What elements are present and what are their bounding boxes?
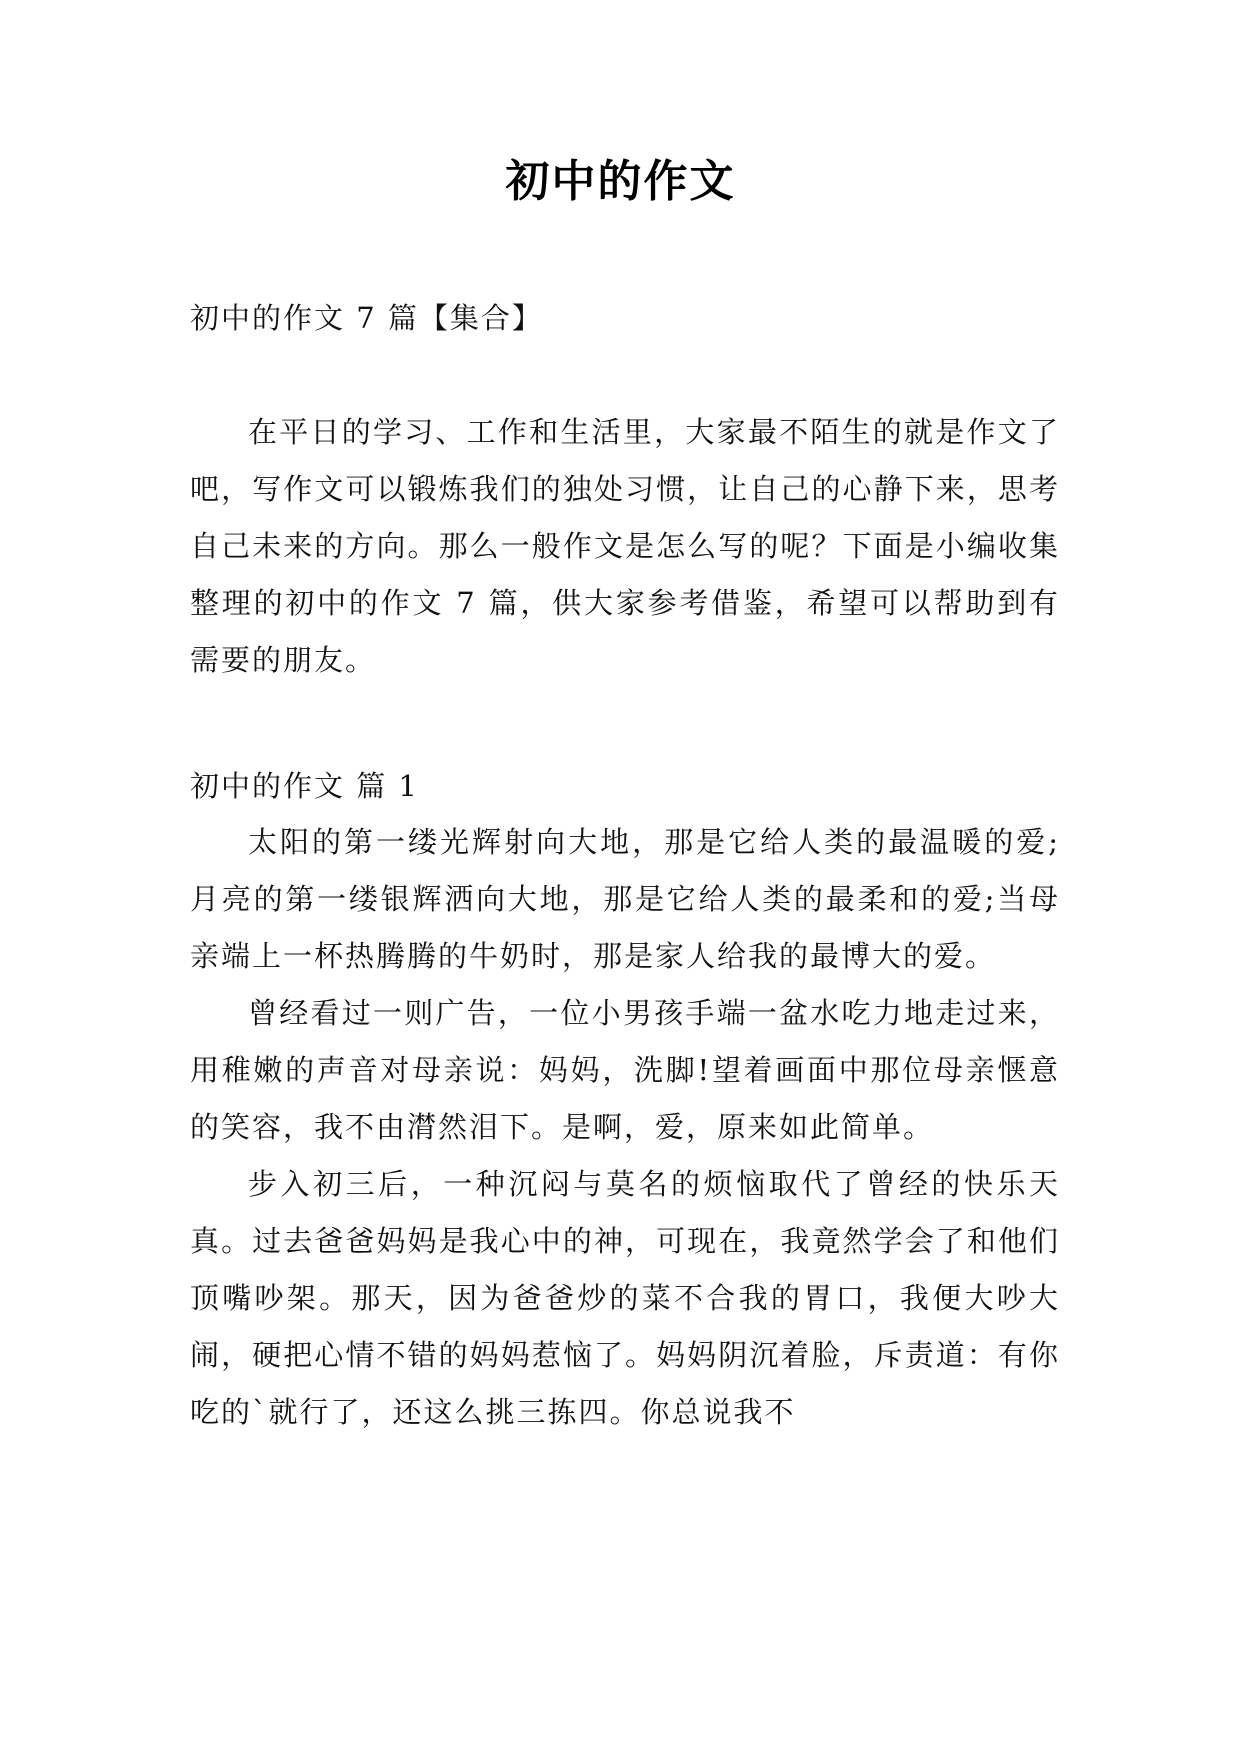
document-title: 初中的作文 bbox=[505, 156, 736, 207]
essay-paragraph-2: 曾经看过一则广告，一位小男孩手端一盆水吃力地走过来，用稚嫩的声音对母亲说：妈妈，洗脚!望着画面中那位母亲惬意的笑容，我不由潸然泪下。是啊，爱，原来如此简单。 bbox=[190, 996, 1060, 1144]
document-subtitle bbox=[190, 290, 1060, 347]
section-heading bbox=[190, 758, 1060, 815]
essay-paragraph-3: 步入初三后，一种沉闷与莫名的烦恼取代了曾经的快乐天真。过去爸爸妈妈是我心中的神，可现在，我竟然学会了和他们顶嘴吵架。那天，因为爸爸炒的菜不合我的胃口，我便大吵大闹，硬把心情不错的妈妈惹恼了。妈妈阴沉着脸，斥责道：有你吃的`就行了，还这么挑三拣四。你总说我不 bbox=[190, 1167, 1060, 1429]
essay-body bbox=[190, 814, 1060, 1441]
essay-paragraph-1: 太阳的第一缕光辉射向大地，那是它给人类的最温暖的爱;月亮的第一缕银辉洒向大地，那是它给人类的最柔和的爱;当母亲端上一杯热腾腾的牛奶时，那是家人给我的最博大的爱。 bbox=[190, 825, 1060, 973]
subtitle-text: 初中的作文 7 篇【集合】 bbox=[190, 301, 543, 335]
intro-section bbox=[190, 404, 1060, 689]
section-heading-text: 初中的作文 篇 1 bbox=[190, 769, 419, 803]
intro-paragraph: 在平日的学习、工作和生活里，大家最不陌生的就是作文了吧，写作文可以锻炼我们的独处习惯，让自己的心静下来，思考自己未来的方向。那么一般作文是怎么写的呢？下面是小编收集整理的初中的作文 7 篇，供大家参考借鉴，希望可以帮助到有需要的朋友。 bbox=[190, 415, 1060, 677]
